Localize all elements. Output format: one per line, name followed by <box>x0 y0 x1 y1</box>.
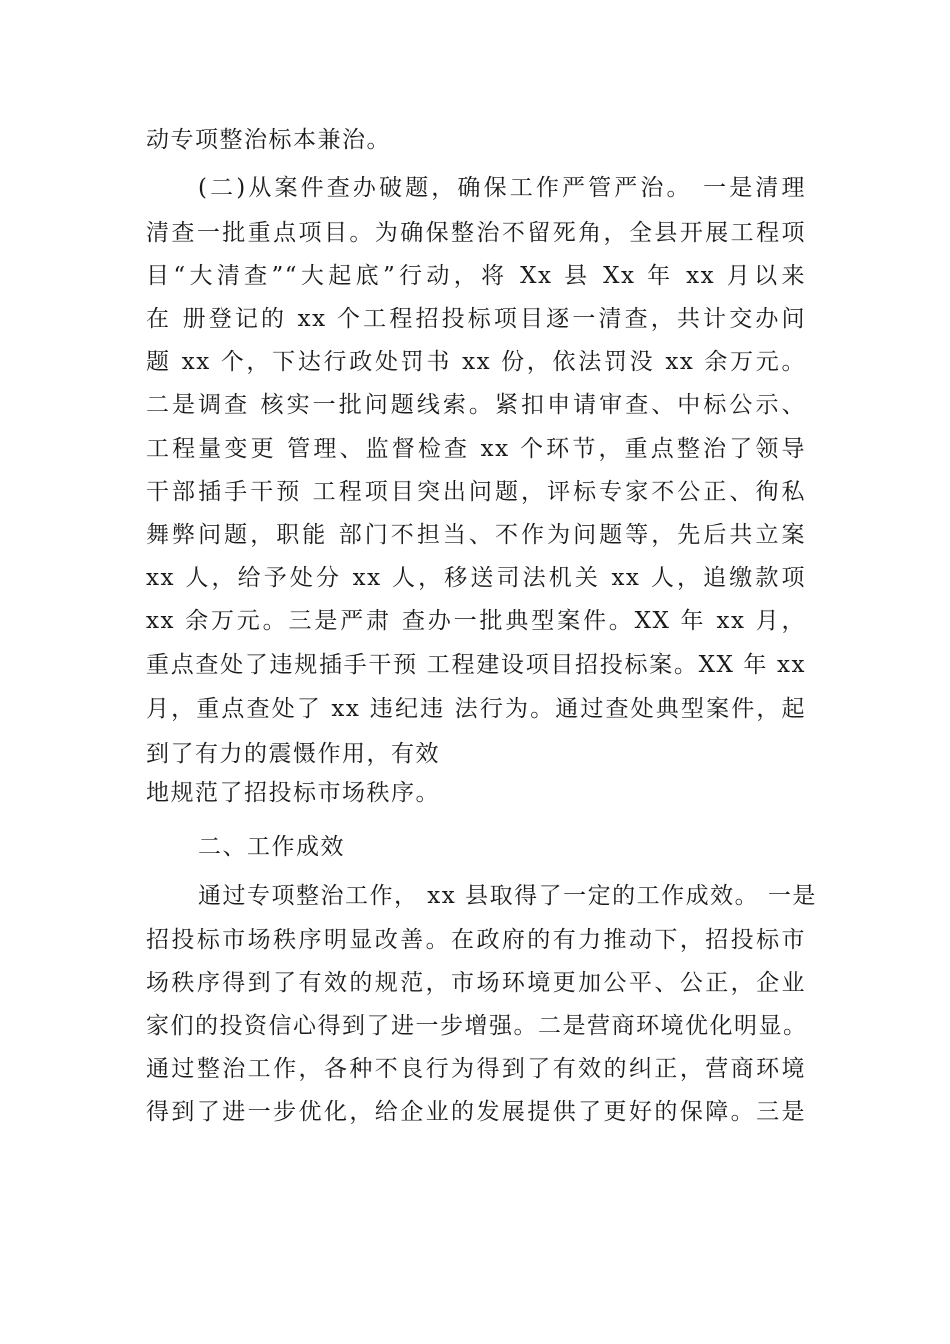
paragraph-line: 清查一批重点项目。为确保整治不留死角，全县开展工程项 <box>146 220 806 246</box>
paragraph-line: xx 余万元。三是严肃 查办一批典型案件。XX 年 xx 月， <box>146 608 806 634</box>
paragraph-line: xx 人，给予处分 xx 人，移送司法机关 xx 人，追缴款项 <box>146 565 806 591</box>
paragraph-line: 家们的投资信心得到了进一步增强。二是营商环境优化明显。 <box>146 1013 808 1039</box>
paragraph-line: 场秩序得到了有效的规范，市场环境更加公平、公正，企业 <box>146 970 806 996</box>
paragraph-line: 二是调查 核实一批问题线索。紧扣申请审查、中标公示、 <box>146 392 806 418</box>
paragraph-line: 工程量变更 管理、监督检查 xx 个环节，重点整治了领导 <box>146 436 806 462</box>
paragraph-line: 重点查处了违规插手干预 工程建设项目招投标案。XX 年 xx <box>146 652 806 678</box>
section-heading: 二、工作成效 <box>198 834 345 860</box>
paragraph-line: 通过专项整治工作， xx 县取得了一定的工作成效。 一是 <box>198 883 817 909</box>
paragraph-line: 目“大清查”“大起底”行动，将 Xx 县 Xx 年 xx 月以来 <box>146 263 806 289</box>
paragraph-line: 得到了进一步优化，给企业的发展提供了更好的保障。三是 <box>146 1099 806 1125</box>
paragraph-line: 在 册登记的 xx 个工程招投标项目逐一清查，共计交办问 <box>146 306 806 332</box>
paragraph-line: 通过整治工作，各种不良行为得到了有效的纠正，营商环境 <box>146 1056 806 1082</box>
paragraph-line: 舞弊问题，职能 部门不担当、不作为问题等，先后共立案 <box>146 522 806 548</box>
paragraph-line: 题 xx 个，下达行政处罚书 xx 份，依法罚没 xx 余万元。 <box>146 349 806 375</box>
paragraph-line: 招投标市场秩序明显改善。在政府的有力推动下，招投标市 <box>146 927 806 953</box>
paragraph-line: 地规范了招投标市场秩序。 <box>146 780 440 806</box>
paragraph-line: 干部插手干预 工程项目突出问题，评标专家不公正、徇私 <box>146 479 806 505</box>
paragraph-line: 月，重点查处了 xx 违纪违 法行为。通过查处典型案件，起 <box>146 696 806 722</box>
paragraph-line: 到了有力的震慑作用，有效 <box>146 741 440 767</box>
paragraph-line: 动专项整治标本兼治。 <box>146 127 391 153</box>
paragraph-line: (二)从案件查办破题，确保工作严管严治。 一是清理 <box>198 175 806 201</box>
